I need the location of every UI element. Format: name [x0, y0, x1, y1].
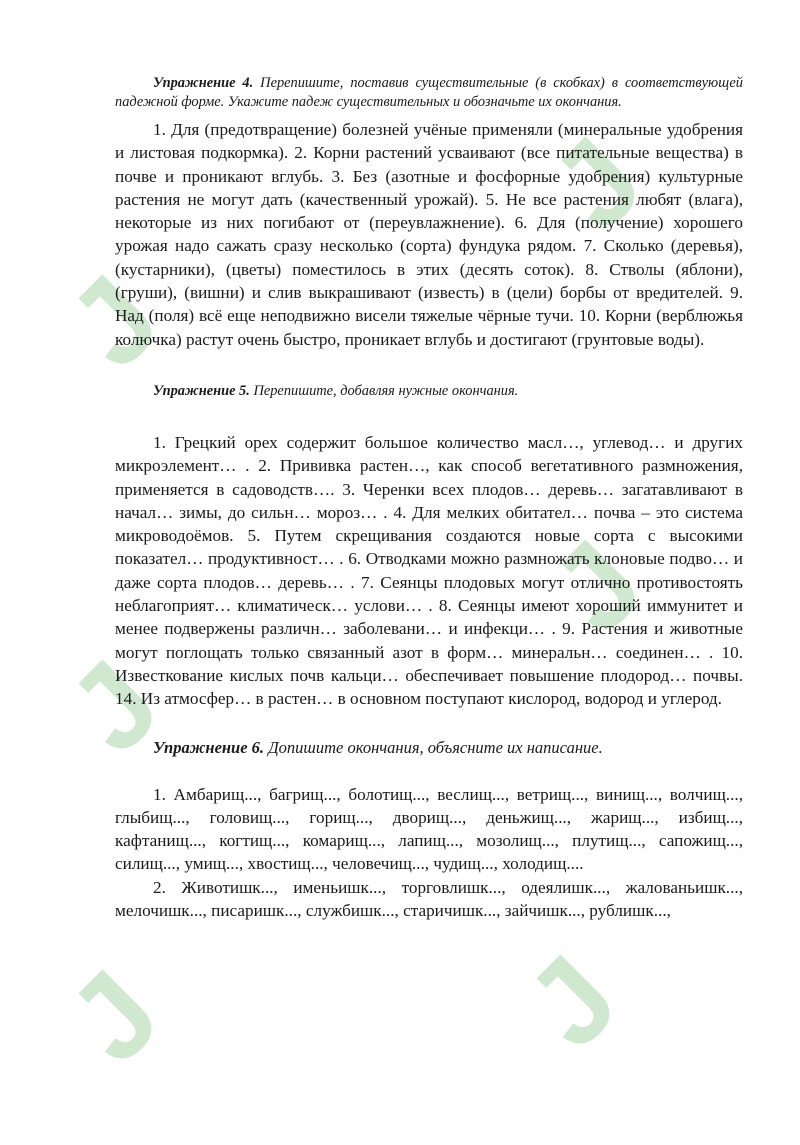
exercise-4-instruction: Перепишите, поставив существительные (в скобках) в соответствующей падежной форме. Укажите падеж существительных и обозначьте их окончания. [115, 75, 744, 110]
svg-text:J: J [42, 635, 185, 778]
svg-text:J: J [500, 930, 643, 1073]
exercise-4-text: 1. Для (предотвращение) болезней учёные применяли (минеральные удобрения и листовая подкормка). 2. Корни растений усваивают (все питательные вещества) в почве и проникают вглубь. 3. Без (азотные и фосфорные удобрения) культурные растения не могут дать (качественный урожай). 5. Не все растения любят (влага), некоторые из них погибают от (переувлажнение). 6. Для (получение) хорошего урожая надо сажать сразу несколько (сорта) фундука рядом. 7. Сколько (деревья), (кустарники), (цветы) поместилось в этих (десять соток). 8. Стволы (яблони), (груши), (вишни) и слив выкрашивают (известь) в (цели) борбы от вредителей. 9. Над (поля) всё еще неподвижно висели тяжелые чёрные тучи. 10. Корни (верблюжья колючка) растут очень быстро, проникает вглубь и достигают (грунтовые воды). [115, 120, 743, 349]
exercise-6-task [115, 737, 743, 759]
exercise-6-item-2: 2. Животишк..., именьишк..., торговлишк..., одеялишк..., жалованьишк..., мелочишк..., писаришк..., службишк..., старичишк..., зайчишк..., рублишк..., [115, 877, 743, 921]
exercise-4-title: Упражнение 4. [153, 75, 254, 91]
document-content [115, 74, 743, 922]
exercise-5-title: Упражнение 5. [153, 382, 250, 399]
svg-text:J: J [525, 515, 668, 658]
exercise-5-instruction: Перепишите, добавляя нужные окончания. [249, 382, 519, 399]
svg-text:J: J [525, 112, 668, 255]
exercise-6-item-1: 1. Амбарищ..., багрищ..., болотищ..., веслищ..., ветрищ..., винищ..., волчищ..., глыбищ..., головищ..., горищ..., дворищ..., деньжищ..., жарищ..., избищ..., кафтанищ..., когтищ..., комарищ..., лапищ..., мозолищ..., плутищ..., сапожищ..., силищ..., умищ..., хвостищ..., человечищ..., чудищ..., холодищ.... [115, 784, 743, 874]
svg-text:J: J [42, 945, 185, 1088]
exercise-6-title: Упражнение 6. [153, 737, 265, 757]
svg-text:J: J [42, 250, 185, 393]
exercise-5-task [115, 382, 743, 401]
exercise-6-body [115, 783, 743, 923]
exercise-4-task [115, 74, 743, 112]
exercise-6-instruction: Допишите окончания, объясните их написание. [264, 737, 603, 757]
exercise-5-text: 1. Грецкий орех содержит большое количество масл…, углевод… и других микроэлемент… . 2. Прививка растен…, как способ вегетативного размножения, применяется в садоводств…. 3. Черенки всех плодов… деревь… загатавливают в начал… зимы, до сильн… мороз… . 4. Для мелких обитател… почва – это система микроводоёмов. 5. Путем скрещивания создаются новые сорта с высокими показател… продуктивност… . 6. Отводками можно размножать клоновые подво… и даже сорта плодов… деревь… . 7. Сеянцы плодовых могут отлично противостоять неблагоприят… климатическ… услови… . 8. Сеянцы имеют хороший иммунитет и менее подвержены различн… заболевани… и инфекци… . 9. Растения и животные могут поглощать только связанный азот в форм… минеральн… соединен… . 10. Известкование кислых почв кальци… обеспечивает повышение плодород… почвы. 14. Из атмосфер… в растен… в основном поступают кислород, водород и углерод. [115, 432, 743, 709]
